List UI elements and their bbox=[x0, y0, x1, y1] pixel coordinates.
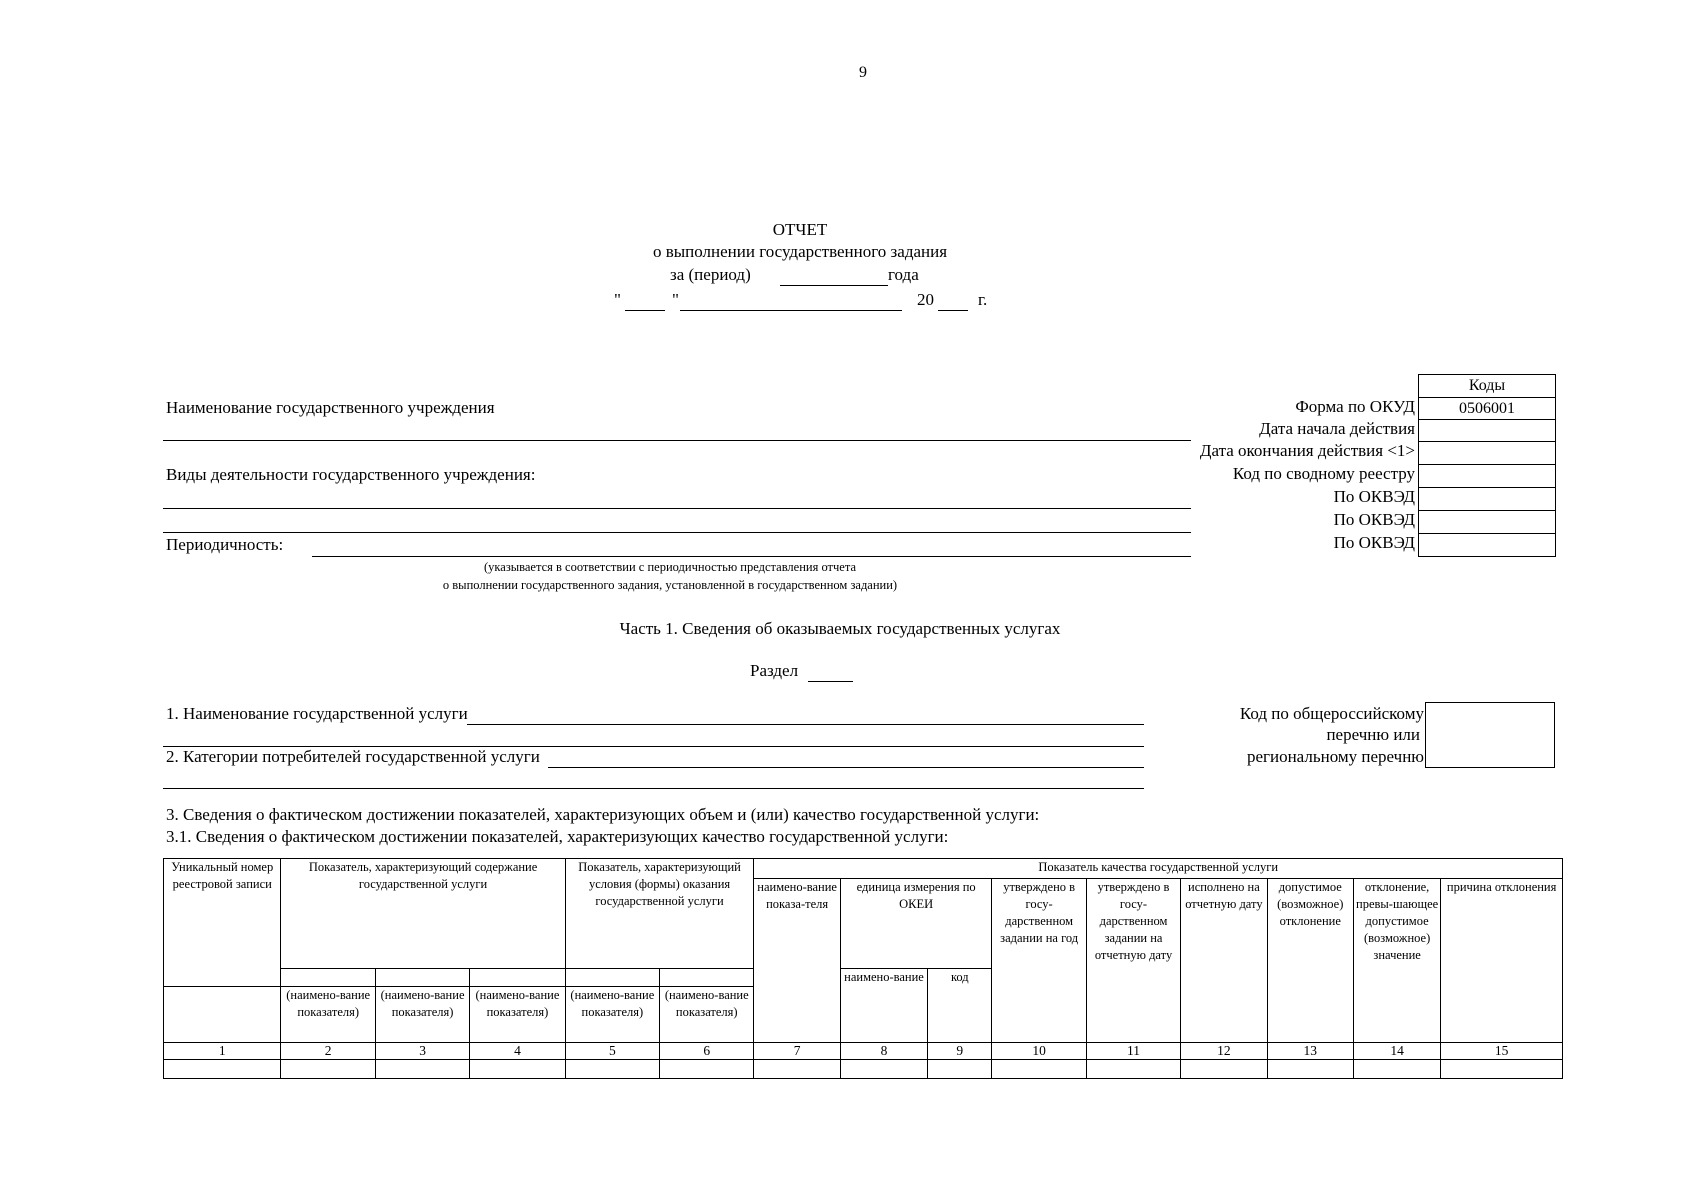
col-number: 15 bbox=[1441, 1043, 1563, 1060]
year-prefix: 20 bbox=[917, 290, 934, 309]
service-name-field[interactable] bbox=[467, 724, 1144, 725]
codes-label-start-date: Дата начала действия bbox=[1259, 419, 1415, 438]
institution-name-label: Наименование государственного учреждения bbox=[166, 398, 495, 417]
activity-types-field-2[interactable] bbox=[163, 532, 1191, 533]
item3-1-text: 3.1. Сведения о фактическом достижении показателей, характеризующих качество государственной услуги: bbox=[166, 827, 949, 846]
section-label: Раздел bbox=[750, 661, 799, 680]
code-label-1: Код по общероссийскому bbox=[1239, 704, 1424, 723]
table-cell[interactable] bbox=[1267, 1060, 1353, 1079]
th-reason: причина отклонения bbox=[1441, 879, 1563, 1043]
table-cell[interactable] bbox=[1181, 1060, 1267, 1079]
table-cell[interactable] bbox=[164, 1060, 281, 1079]
table-row bbox=[164, 1060, 1563, 1079]
codes-label-okved-2: По ОКВЭД bbox=[1333, 510, 1415, 529]
th-indicator-name: наимено-вание показа-теля bbox=[754, 879, 840, 1043]
part1-title: Часть 1. Сведения об оказываемых государственных услугах bbox=[619, 619, 1061, 638]
col-number: 7 bbox=[754, 1043, 840, 1060]
codes-label-okved-1: По ОКВЭД bbox=[1333, 487, 1415, 506]
th-conditions-blank-2 bbox=[660, 969, 754, 987]
table-cell[interactable] bbox=[565, 1060, 659, 1079]
code-label-3: региональному перечню bbox=[1246, 747, 1424, 766]
col-number: 1 bbox=[164, 1043, 281, 1060]
periodicity-note-1: (указывается в соответствии с периодичностью представления отчета bbox=[483, 560, 857, 574]
col-number: 4 bbox=[470, 1043, 565, 1060]
codes-label-registry: Код по сводному реестру bbox=[1232, 464, 1415, 483]
period-prefix: за (период) bbox=[670, 265, 751, 284]
period-field[interactable] bbox=[780, 285, 888, 286]
registry-code-box[interactable] bbox=[1425, 702, 1555, 768]
th-content-indicator-2: (наимено-вание показателя) bbox=[375, 987, 469, 1043]
codes-value-okved-1[interactable] bbox=[1418, 487, 1556, 511]
col-number: 5 bbox=[565, 1043, 659, 1060]
col-number: 12 bbox=[1181, 1043, 1267, 1060]
period-suffix: года bbox=[888, 265, 919, 284]
consumer-categories-field-2[interactable] bbox=[163, 788, 1144, 789]
th-approved-date: утверждено в госу-дарственном задании на отчетную дату bbox=[1086, 879, 1180, 1043]
codes-value-start-date[interactable] bbox=[1418, 419, 1556, 442]
table-cell[interactable] bbox=[1353, 1060, 1440, 1079]
th-conditions-indicator-1: (наимено-вание показателя) bbox=[565, 987, 659, 1043]
th-conditions-indicator-2: (наимено-вание показателя) bbox=[660, 987, 754, 1043]
codes-label-okved-3: По ОКВЭД bbox=[1333, 533, 1415, 552]
th-quality: Показатель качества государственной услуги bbox=[754, 859, 1563, 879]
table-cell[interactable] bbox=[470, 1060, 565, 1079]
column-numbers-row bbox=[164, 1043, 1563, 1060]
col-number: 9 bbox=[928, 1043, 992, 1060]
th-approved-year: утверждено в госу-дарственном задании на год bbox=[992, 879, 1086, 1043]
periodicity-field[interactable] bbox=[312, 556, 1191, 557]
table-cell[interactable] bbox=[1086, 1060, 1180, 1079]
th-done: исполнено на отчетную дату bbox=[1181, 879, 1267, 1043]
th-unit: единица измерения по ОКЕИ bbox=[840, 879, 992, 969]
codes-value-okved-2[interactable] bbox=[1418, 510, 1556, 534]
col-number: 10 bbox=[992, 1043, 1086, 1060]
table-cell[interactable] bbox=[992, 1060, 1086, 1079]
table-cell[interactable] bbox=[928, 1060, 992, 1079]
th-content-blank-2 bbox=[375, 969, 469, 987]
col-number: 6 bbox=[660, 1043, 754, 1060]
codes-value-okved-3[interactable] bbox=[1418, 533, 1556, 557]
report-subtitle: о выполнении государственного задания bbox=[652, 242, 948, 261]
th-unit-code: код bbox=[928, 969, 992, 1043]
col-number: 3 bbox=[375, 1043, 469, 1060]
th-content-indicator-3: (наимено-вание показателя) bbox=[470, 987, 565, 1043]
col-number: 8 bbox=[840, 1043, 927, 1060]
th-content: Показатель, характеризующий содержание государственной услуги bbox=[281, 859, 565, 969]
table-cell[interactable] bbox=[660, 1060, 754, 1079]
year-field[interactable] bbox=[938, 310, 968, 311]
th-content-blank-1 bbox=[281, 969, 375, 987]
codes-label-end-date: Дата окончания действия <1> bbox=[1199, 441, 1415, 460]
year-suffix: г. bbox=[978, 290, 988, 309]
th-registry: Уникальный номер реестровой записи bbox=[164, 859, 281, 987]
codes-value-okud[interactable]: 0506001 bbox=[1418, 397, 1556, 420]
date-quote-open: " bbox=[614, 290, 621, 309]
quality-indicators-table bbox=[163, 858, 1563, 1079]
th-conditions-blank-1 bbox=[565, 969, 659, 987]
code-label-2: перечню или bbox=[1326, 725, 1420, 744]
table-cell[interactable] bbox=[375, 1060, 469, 1079]
th-content-indicator-1: (наимено-вание показателя) bbox=[281, 987, 375, 1043]
activity-types-label: Виды деятельности государственного учреждения: bbox=[166, 465, 536, 484]
section-field[interactable] bbox=[808, 681, 853, 682]
col-number: 14 bbox=[1353, 1043, 1440, 1060]
th-content-blank-3 bbox=[470, 969, 565, 987]
codes-value-registry[interactable] bbox=[1418, 464, 1556, 488]
codes-header: Коды bbox=[1418, 374, 1556, 398]
th-registry-cont bbox=[164, 987, 281, 1043]
service-name-label: 1. Наименование государственной услуги bbox=[166, 704, 468, 723]
item3-text: 3. Сведения о фактическом достижении показателей, характеризующих объем и (или) качество государственной услуги: bbox=[166, 805, 1040, 824]
page-number: 9 bbox=[859, 64, 867, 81]
col-number: 11 bbox=[1086, 1043, 1180, 1060]
month-field[interactable] bbox=[680, 310, 902, 311]
col-number: 13 bbox=[1267, 1043, 1353, 1060]
col-number: 2 bbox=[281, 1043, 375, 1060]
th-exceed: отклонение, превы-шающее допустимое (возможное) значение bbox=[1353, 879, 1440, 1043]
codes-label-okud: Форма по ОКУД bbox=[1295, 397, 1415, 416]
table-cell[interactable] bbox=[1441, 1060, 1563, 1079]
activity-types-field-1[interactable] bbox=[163, 508, 1191, 509]
institution-name-field[interactable] bbox=[163, 440, 1191, 441]
periodicity-note-2: о выполнении государственного задания, установленной в государственном задании) bbox=[442, 578, 898, 592]
table-cell[interactable] bbox=[281, 1060, 375, 1079]
th-allowed: допустимое (возможное) отклонение bbox=[1267, 879, 1353, 1043]
report-title: ОТЧЕТ bbox=[772, 220, 828, 239]
table-cell[interactable] bbox=[840, 1060, 927, 1079]
date-quote-close: " bbox=[672, 290, 679, 309]
table-cell[interactable] bbox=[754, 1060, 840, 1079]
th-conditions: Показатель, характеризующий условия (формы) оказания государственной услуги bbox=[565, 859, 754, 969]
consumer-categories-label: 2. Категории потребителей государственной услуги bbox=[166, 747, 540, 766]
th-unit-name: наимено-вание bbox=[840, 969, 927, 1043]
codes-value-end-date[interactable] bbox=[1418, 441, 1556, 465]
consumer-categories-field[interactable] bbox=[548, 767, 1144, 768]
periodicity-label: Периодичность: bbox=[166, 535, 284, 554]
day-field[interactable] bbox=[625, 310, 665, 311]
